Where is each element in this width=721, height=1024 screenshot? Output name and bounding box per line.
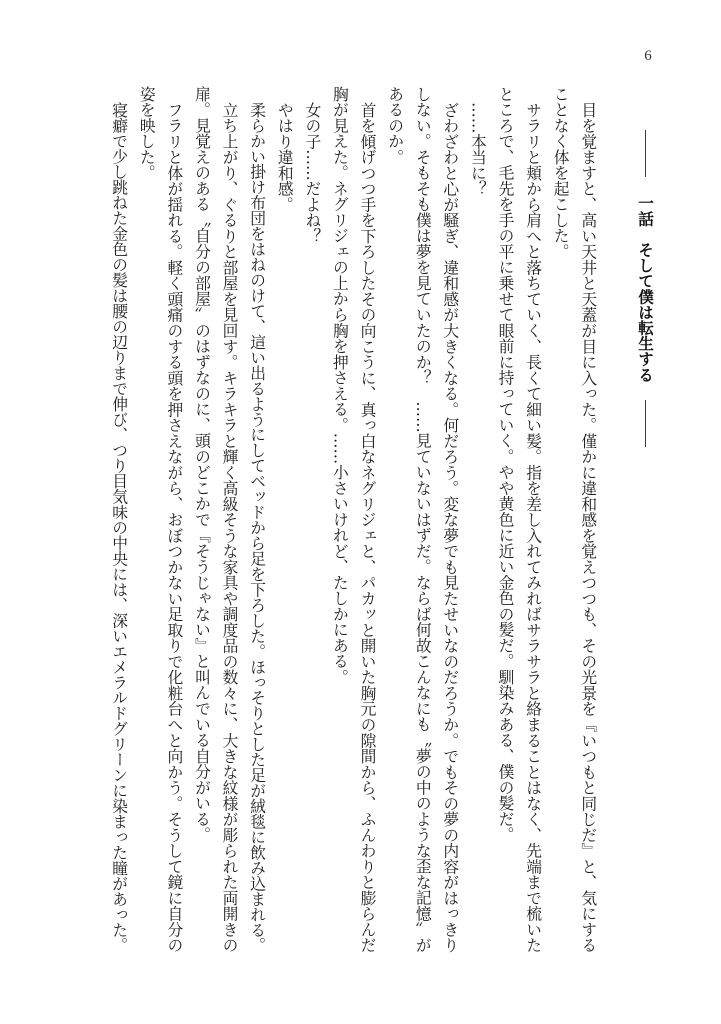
title-rule-bottom: [645, 400, 646, 447]
body-text: [105, 86, 602, 953]
text-line: 柔らかい掛け布団をはねのけて、這い出るようにしてベッドから足を下ろした。ほっそりとした足が絨毯に飲み込まれる。: [247, 101, 267, 953]
text-line: 女の子……だよね？: [302, 101, 322, 244]
text-line: 扉。見覚えのある〝自分の部屋〟のはずなのに、頭のどこかで『そうじゃない』と叫んでいる自分がいる。: [192, 86, 212, 843]
text-line: 立ち上がり、ぐるりと部屋を見回す。キラキラと輝く高級そうな家具や調度品の数々に、大きな紋様が彫られた両開きの: [220, 101, 240, 953]
text-line: フラリと体が揺れる。軽く頭痛のする頭を押さえながら、おぼつかない足取りで化粧台へと向かう。そうして鏡に自分の: [164, 101, 184, 953]
text-line: ……本当に？: [468, 101, 488, 197]
text-line: あるのか。: [385, 86, 405, 165]
text-line: サラリと頬から肩へと落ちていく、長くて細い髪。指を差し入れてみればサラサラと絡まることはなく、先端まで梳いた: [523, 101, 543, 953]
text-line: ざわざわと心が騒ぎ、違和感が大きくなる。何だろう。変な夢でも見たせいなのだろうか。でもその夢の内容がはっきり: [440, 101, 460, 953]
page-number: 6: [644, 48, 652, 64]
chapter-title: 一話 そして僕は転生する: [636, 195, 655, 383]
title-rule-top: [645, 130, 646, 177]
chapter-heading: [631, 130, 659, 447]
text-line: 姿を映した。: [137, 86, 157, 181]
text-line: ところで、毛先を手の平に乗せて眼前に持っていく。やや黄色に近い金色の髪だ。馴染みある、僕の髪だ。: [496, 86, 515, 843]
text-line: 首を傾げつつ手を下ろしたその向こうに、真っ白なネグリジェと、パカッと開いた胸元の隙間から、ふんわりと膨らんだ: [358, 101, 378, 953]
text-line: やはり違和感。: [275, 101, 295, 213]
text-line: 寝癖で少し跳ねた金色の髪は腰の辺りまで伸び、つり目気味の中央には、深いエメラルドグリーンに染まった瞳があった。: [109, 101, 129, 953]
text-line: 胸が見えた。ネグリジェの上から胸を押さえる。……小さいけれど、たしかにある。: [330, 86, 350, 685]
text-line: ことなく体を起こした。: [551, 86, 571, 260]
text-line: しない。そもそも僕は夢を見ていたのか？ ……見ていないはずだ。ならば何故こんなにも〝夢の中のような歪な記憶〟が: [413, 86, 433, 953]
text-line: 目を覚ますと、高い天井と天蓋が目に入った。僅かに違和感を覚えつつも、その光景を『いつもと同じだ』と、気にする: [578, 101, 598, 953]
